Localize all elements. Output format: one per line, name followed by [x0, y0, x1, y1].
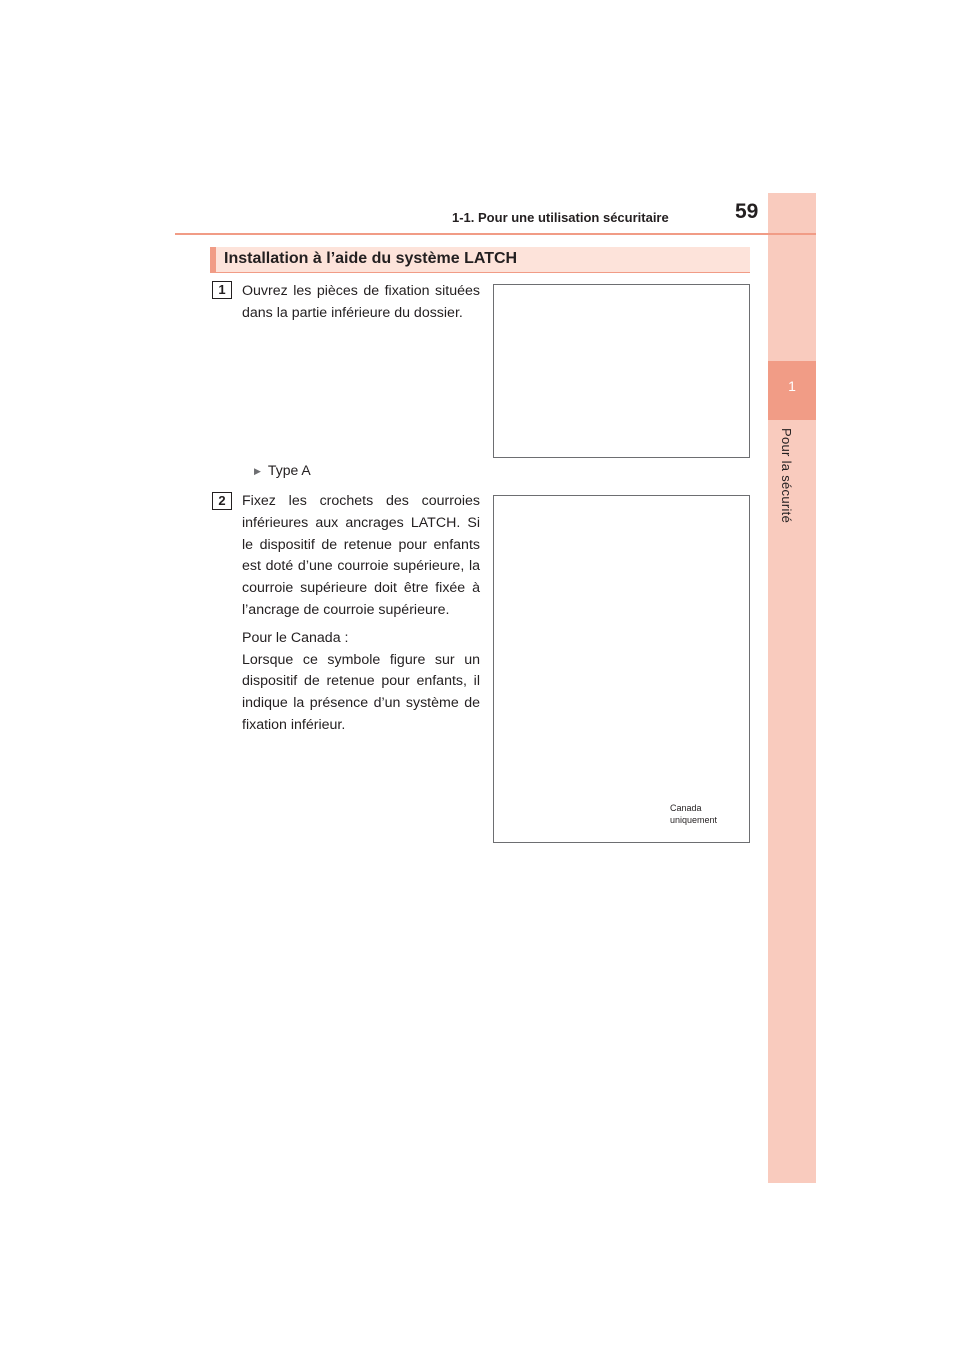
figure-2-caption-line-1: Canada: [670, 803, 702, 813]
running-header: 1-1. Pour une utilisation sécuritaire: [452, 210, 669, 225]
type-a-text: Type A: [267, 462, 311, 478]
figure-2-illustration: [493, 495, 750, 843]
step-1-text: [242, 281, 480, 325]
step-2-text: [242, 491, 480, 737]
chapter-number-tab: [768, 361, 816, 420]
step-1-paragraph: Ouvrez les pièces de fixation situées dans la partie inférieure du dossier.: [242, 283, 480, 321]
section-title: Installation à l’aide du système LATCH: [224, 250, 518, 267]
step-number-2: 2: [212, 492, 232, 510]
type-a-label: [254, 462, 311, 478]
canada-paragraph: Lorsque ce symbole figure sur un dispositif de retenue pour enfants, il indique la présence d’un système de fixation inférieur.: [242, 651, 480, 733]
figure-2-caption-line-2: uniquement: [670, 815, 718, 825]
triangle-bullet-icon: ▶: [254, 466, 261, 476]
page-number: 59: [735, 200, 759, 223]
section-heading-bar: [210, 247, 750, 273]
figure-2-caption: [670, 802, 717, 826]
chapter-number: 1: [788, 378, 796, 394]
step-number-1: 1: [212, 281, 232, 299]
canada-heading: Pour le Canada :: [242, 629, 349, 646]
header-rule: [175, 233, 816, 235]
figure-1-illustration: [493, 284, 750, 458]
chapter-title: Pour la sécurité: [779, 428, 794, 524]
chapter-side-tab: [768, 193, 816, 1183]
step-2-paragraph: Fixez les crochets des courroies inférieures aux ancrages LATCH. Si le dispositif de retenue pour enfants est doté d’une courroie supérieure, la courroie supérieure doit être fixée à l’ancrage de courroie supérieure.: [242, 493, 480, 618]
